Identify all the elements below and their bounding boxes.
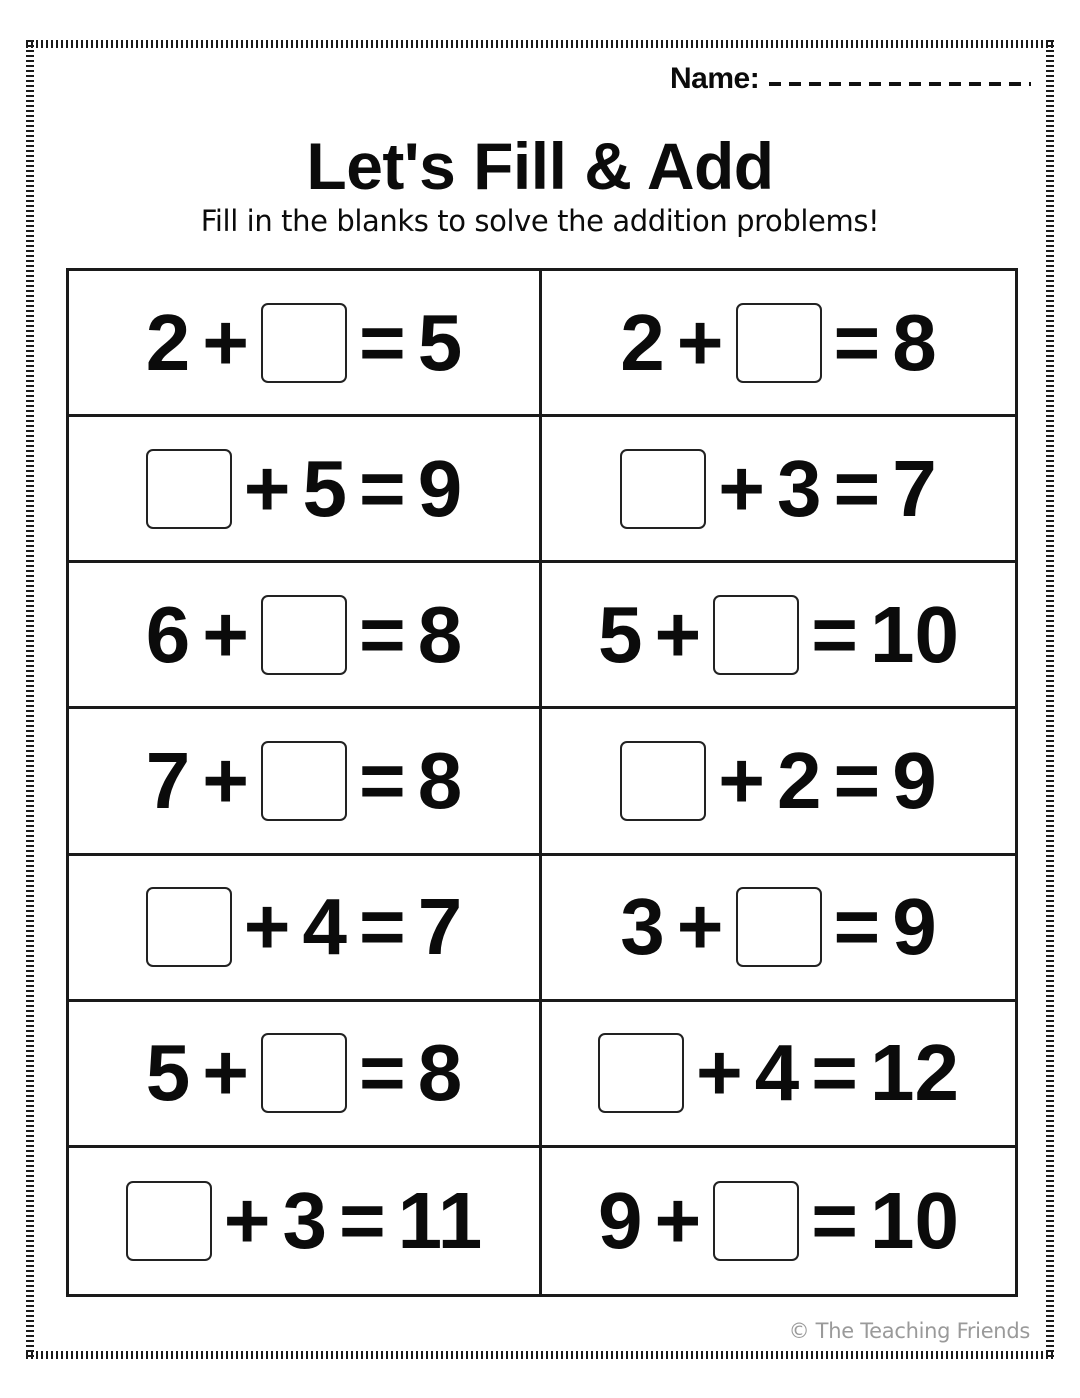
equation [592, 589, 965, 679]
equation [120, 1175, 489, 1265]
plus-sign: + [654, 1175, 702, 1265]
equation [592, 1028, 965, 1118]
sum-value: 7 [892, 443, 937, 533]
sum-value: 9 [892, 735, 937, 825]
plus-sign: + [243, 882, 291, 972]
problem-cell [542, 563, 1015, 709]
plus-sign: + [718, 735, 765, 825]
addend-2: 5 [302, 443, 347, 533]
equals-sign: = [811, 1175, 858, 1265]
problem-cell [69, 856, 542, 1002]
equals-sign: = [811, 589, 858, 679]
sum-value: 8 [892, 297, 937, 387]
plus-sign: + [202, 297, 249, 387]
problem-cell [542, 271, 1015, 417]
addend-1: 5 [598, 589, 643, 679]
answer-box[interactable] [261, 1033, 347, 1113]
equation [614, 297, 942, 387]
addend-1: 3 [620, 882, 665, 972]
addend-2: 3 [282, 1175, 327, 1265]
problem-cell [69, 417, 542, 563]
copyright-footer: © The Teaching Friends [788, 1319, 1030, 1343]
answer-box[interactable] [736, 887, 822, 967]
problem-cell [542, 856, 1015, 1002]
addend-2: 3 [777, 443, 822, 533]
equals-sign: = [359, 297, 406, 387]
addend-1: 2 [145, 297, 191, 387]
answer-box[interactable] [620, 449, 706, 529]
equals-sign: = [833, 297, 881, 387]
equals-sign: = [359, 882, 406, 972]
equals-sign: = [359, 1028, 406, 1118]
problem-cell [69, 1148, 542, 1294]
equals-sign: = [811, 1028, 858, 1118]
answer-box[interactable] [598, 1033, 684, 1113]
sum-value: 7 [417, 882, 463, 972]
plus-sign: + [202, 735, 249, 825]
sum-value: 9 [417, 443, 463, 533]
equals-sign: = [833, 882, 881, 972]
addend-2: 2 [777, 735, 822, 825]
plus-sign: + [718, 443, 765, 533]
plus-sign: + [696, 1028, 743, 1118]
equation [140, 443, 468, 533]
plus-sign: + [202, 1028, 249, 1118]
equation [140, 882, 468, 972]
answer-box[interactable] [261, 741, 347, 821]
answer-box[interactable] [713, 595, 799, 675]
name-blank-line[interactable] [769, 82, 1031, 86]
answer-box[interactable] [146, 449, 232, 529]
equals-sign: = [359, 735, 406, 825]
addend-2: 4 [302, 882, 347, 972]
sum-value: 8 [417, 1028, 463, 1118]
equals-sign: = [833, 735, 881, 825]
equals-sign: = [359, 443, 406, 533]
problem-cell [69, 709, 542, 855]
problem-cell [542, 1002, 1015, 1148]
equation [614, 882, 942, 972]
problem-cell [542, 1148, 1015, 1294]
addend-1: 2 [620, 297, 665, 387]
equation [140, 297, 468, 387]
addend-1: 7 [145, 735, 191, 825]
sum-value: 10 [869, 589, 959, 679]
equation [140, 735, 468, 825]
sum-value: 8 [417, 589, 463, 679]
worksheet-title: Let's Fill & Add [306, 129, 774, 203]
equation [614, 735, 942, 825]
plus-sign: + [202, 589, 249, 679]
answer-box[interactable] [126, 1181, 212, 1261]
problem-cell [69, 1002, 542, 1148]
equals-sign: = [338, 1175, 386, 1265]
problem-cell [69, 271, 542, 417]
equals-sign: = [359, 589, 406, 679]
addend-1: 9 [598, 1175, 643, 1265]
plus-sign: + [676, 882, 724, 972]
answer-box[interactable] [736, 303, 822, 383]
worksheet-instructions: Fill in the blanks to solve the addition problems! [200, 204, 880, 238]
equation [140, 1028, 468, 1118]
addend-2: 4 [754, 1028, 800, 1118]
equation [140, 589, 468, 679]
name-field [670, 62, 1031, 96]
problem-cell [542, 417, 1015, 563]
problem-cell [69, 563, 542, 709]
addend-1: 6 [145, 589, 191, 679]
page-border-top [26, 40, 1054, 48]
sum-value: 5 [417, 297, 463, 387]
answer-box[interactable] [261, 303, 347, 383]
name-label: Name: [670, 62, 760, 95]
sum-value: 11 [397, 1175, 483, 1265]
problems-grid [66, 268, 1018, 1297]
answer-box[interactable] [620, 741, 706, 821]
answer-box[interactable] [713, 1181, 799, 1261]
plus-sign: + [243, 443, 291, 533]
sum-value: 9 [892, 882, 937, 972]
problem-cell [542, 709, 1015, 855]
addend-1: 5 [145, 1028, 191, 1118]
sum-value: 12 [869, 1028, 959, 1118]
sum-value: 10 [869, 1175, 959, 1265]
equation [592, 1175, 965, 1265]
answer-box[interactable] [146, 887, 232, 967]
equation [614, 443, 942, 533]
plus-sign: + [654, 589, 702, 679]
sum-value: 8 [417, 735, 463, 825]
answer-box[interactable] [261, 595, 347, 675]
plus-sign: + [223, 1175, 271, 1265]
equals-sign: = [833, 443, 881, 533]
plus-sign: + [676, 297, 724, 387]
page-border-bottom [26, 1351, 1054, 1359]
